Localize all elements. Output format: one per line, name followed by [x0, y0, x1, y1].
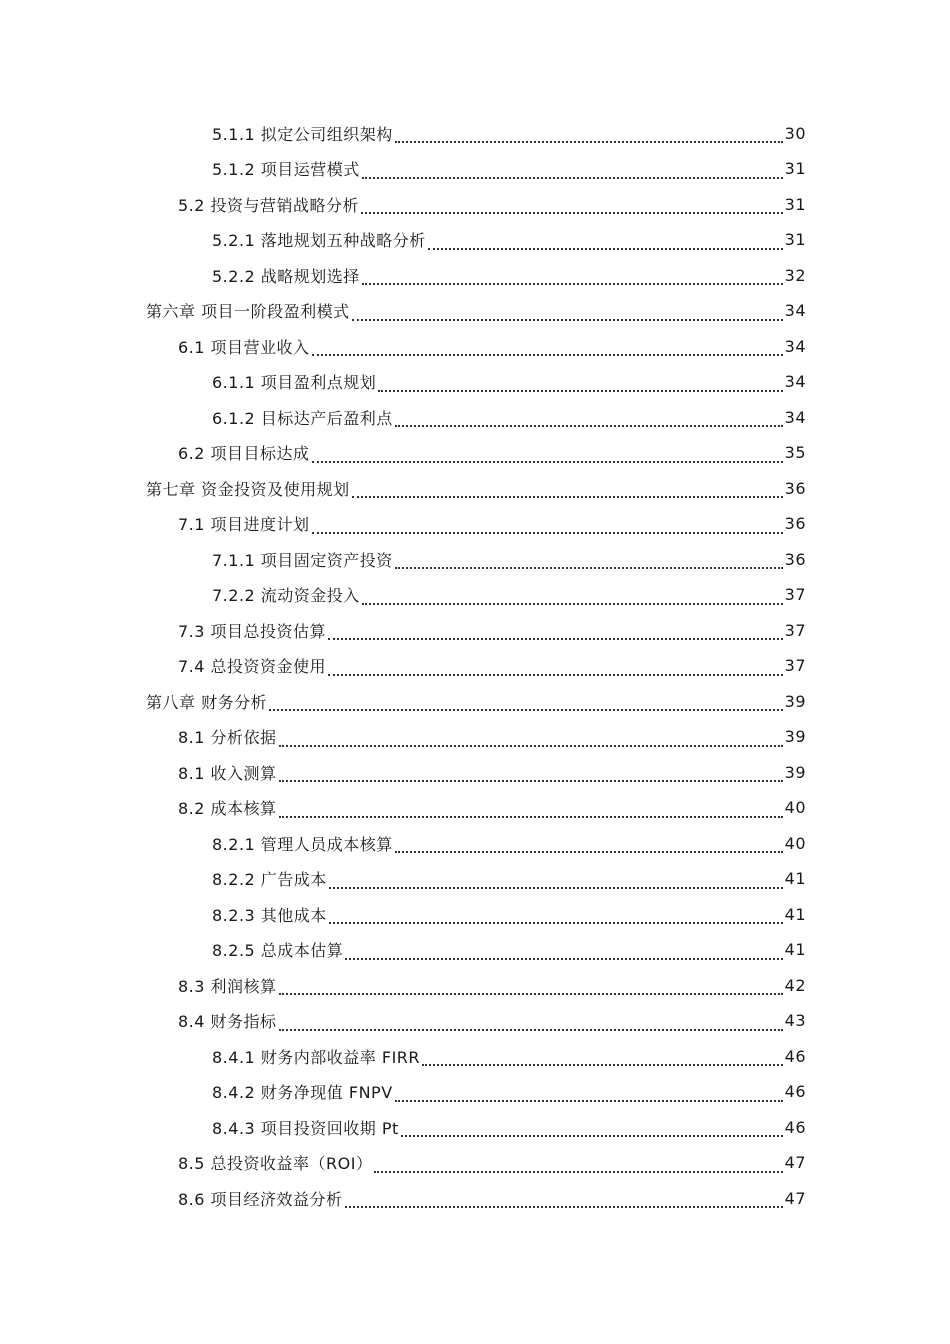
toc-dot-leader — [374, 1157, 782, 1173]
toc-page-number: 40 — [784, 833, 806, 853]
toc-page-number: 46 — [784, 1117, 806, 1137]
toc-entry[interactable] — [212, 367, 806, 397]
toc-dot-leader — [328, 624, 783, 640]
toc-page-number: 36 — [784, 478, 806, 498]
toc-entry-title: 8.6 项目经济效益分析 — [178, 1189, 343, 1209]
toc-page-number: 34 — [784, 336, 806, 356]
toc-entry[interactable] — [146, 473, 806, 503]
toc-entry-title: 5.1.2 项目运营模式 — [212, 160, 360, 179]
toc-dot-leader — [362, 163, 783, 179]
toc-entry[interactable] — [212, 1077, 806, 1107]
toc-page-number: 37 — [784, 585, 806, 604]
toc-page-number: 34 — [784, 372, 806, 391]
toc-dot-leader — [422, 1050, 783, 1066]
toc-entry[interactable] — [212, 260, 806, 290]
toc-page-number: 36 — [784, 549, 806, 569]
toc-entry-title: 8.2.5 总成本估算 — [212, 941, 344, 960]
toc-entry[interactable] — [178, 438, 806, 468]
toc-dot-leader — [345, 1192, 783, 1208]
toc-entry-title: 5.2.1 落地规划五种战略分析 — [212, 231, 426, 250]
toc-dot-leader — [312, 518, 783, 534]
toc-entry[interactable] — [178, 1183, 806, 1213]
toc-entry[interactable] — [178, 1148, 806, 1178]
toc-page-number: 31 — [784, 159, 806, 178]
toc-entry[interactable] — [212, 1112, 806, 1142]
toc-dot-leader — [378, 376, 782, 392]
toc-page-number: 34 — [784, 407, 806, 427]
toc-entry-title: 8.4.2 财务净现值 FNPV — [212, 1083, 393, 1102]
toc-dot-leader — [395, 127, 783, 143]
toc-entry-title: 6.2 项目目标达成 — [178, 444, 310, 463]
toc-entry[interactable] — [146, 296, 806, 326]
toc-entry[interactable] — [212, 225, 806, 255]
toc-page-number: 42 — [784, 975, 806, 995]
toc-page-number: 43 — [784, 1011, 806, 1030]
toc-entry-title: 6.1.1 项目盈利点规划 — [212, 373, 377, 392]
toc-page-number: 41 — [784, 904, 806, 924]
toc-page-number: 30 — [784, 123, 806, 143]
toc-page-number: 40 — [784, 798, 806, 817]
toc-entry-title: 7.4 总投资资金使用 — [178, 657, 327, 676]
toc-dot-leader — [395, 837, 783, 853]
toc-page-number: 35 — [784, 443, 806, 462]
toc-entry-title: 第六章 项目一阶段盈利模式 — [146, 302, 350, 321]
toc-entry-title: 6.1.2 目标达产后盈利点 — [212, 408, 393, 428]
toc-entry-title: 8.1 收入测算 — [178, 763, 277, 783]
toc-entry[interactable] — [178, 651, 806, 681]
toc-entry-title: 8.2.1 管理人员成本核算 — [212, 834, 393, 854]
toc-page-number: 39 — [784, 762, 806, 782]
toc-dot-leader — [352, 482, 783, 498]
toc-page-number: 39 — [784, 691, 806, 711]
toc-entry-title: 6.1 项目营业收入 — [178, 337, 310, 357]
toc-page-number: 47 — [784, 1153, 806, 1172]
toc-page-number: 37 — [784, 620, 806, 640]
toc-dot-leader — [395, 1086, 783, 1102]
toc-page-number: 41 — [784, 869, 806, 888]
toc-entry[interactable] — [178, 189, 806, 219]
toc-entry-title: 8.3 利润核算 — [178, 976, 277, 996]
toc-entry[interactable] — [212, 1041, 806, 1071]
toc-entry-title: 8.5 总投资收益率（ROI） — [178, 1154, 373, 1173]
toc-entry-title: 8.1 分析依据 — [178, 728, 277, 747]
toc-entry-title: 7.3 项目总投资估算 — [178, 621, 327, 641]
toc-entry[interactable] — [178, 757, 806, 787]
toc-page-number: 36 — [784, 514, 806, 533]
toc-dot-leader — [395, 411, 783, 427]
toc-page-number: 37 — [784, 656, 806, 675]
toc-entry[interactable] — [212, 402, 806, 432]
toc-dot-leader — [428, 234, 783, 250]
toc-page-number: 41 — [784, 940, 806, 959]
toc-page-number: 31 — [784, 194, 806, 214]
toc-entry-title: 5.2 投资与营销战略分析 — [178, 195, 360, 215]
toc-entry[interactable] — [178, 615, 806, 645]
toc-dot-leader — [312, 340, 783, 356]
toc-entry-title: 5.1.1 拟定公司组织架构 — [212, 124, 393, 144]
toc-page-number: 47 — [784, 1188, 806, 1208]
toc-entry-title: 7.2.2 流动资金投入 — [212, 586, 360, 605]
toc-page-number: 34 — [784, 301, 806, 320]
toc-dot-leader — [361, 198, 783, 214]
toc-entry-title: 8.4.3 项目投资回收期 Pt — [212, 1118, 399, 1138]
toc-entry-title: 第八章 财务分析 — [146, 692, 268, 712]
toc-page-number: 31 — [784, 230, 806, 249]
toc-entry-title: 7.1 项目进度计划 — [178, 515, 310, 534]
toc-entry[interactable] — [212, 544, 806, 574]
toc-entry[interactable] — [212, 899, 806, 929]
toc-entry[interactable] — [178, 722, 806, 752]
toc-entry[interactable] — [146, 686, 806, 716]
toc-entry[interactable] — [178, 970, 806, 1000]
toc-entry[interactable] — [178, 793, 806, 823]
toc-entry[interactable] — [178, 509, 806, 539]
toc-dot-leader — [312, 447, 783, 463]
toc-entry[interactable] — [212, 828, 806, 858]
toc-entry-title: 7.1.1 项目固定资产投资 — [212, 550, 393, 570]
toc-entry[interactable] — [212, 118, 806, 148]
toc-dot-leader — [345, 944, 782, 960]
toc-dot-leader — [269, 695, 783, 711]
toc-entry-title: 8.4.1 财务内部收益率 FIRR — [212, 1047, 421, 1067]
toc-dot-leader — [329, 908, 783, 924]
toc-entry[interactable] — [178, 331, 806, 361]
toc-page-number: 46 — [784, 1082, 806, 1101]
toc-page-number: 32 — [784, 265, 806, 285]
toc-dot-leader — [279, 1015, 783, 1031]
toc-dot-leader — [395, 553, 783, 569]
toc-entry[interactable] — [178, 1006, 806, 1036]
toc-entry-title: 第七章 资金投资及使用规划 — [146, 479, 350, 499]
toc-entry[interactable] — [212, 864, 806, 894]
toc-dot-leader — [328, 660, 783, 676]
toc-entry[interactable] — [212, 580, 806, 610]
toc-entry-title: 8.2 成本核算 — [178, 799, 277, 818]
toc-entry-title: 5.2.2 战略规划选择 — [212, 266, 360, 286]
toc-entry-title: 8.2.2 广告成本 — [212, 870, 327, 889]
toc-page-number: 39 — [784, 727, 806, 746]
toc-dot-leader — [279, 731, 783, 747]
toc-dot-leader — [352, 305, 783, 321]
toc-dot-leader — [279, 802, 783, 818]
toc-dot-leader — [362, 269, 783, 285]
toc-dot-leader — [401, 1121, 783, 1137]
toc-entry[interactable] — [212, 935, 806, 965]
toc-entry-title: 8.2.3 其他成本 — [212, 905, 327, 925]
toc-dot-leader — [362, 589, 783, 605]
toc-entry[interactable] — [212, 154, 806, 184]
toc-dot-leader — [279, 979, 783, 995]
toc-dot-leader — [279, 766, 783, 782]
toc-page-number: 46 — [784, 1046, 806, 1066]
toc-entry-title: 8.4 财务指标 — [178, 1012, 277, 1031]
toc-dot-leader — [329, 873, 783, 889]
